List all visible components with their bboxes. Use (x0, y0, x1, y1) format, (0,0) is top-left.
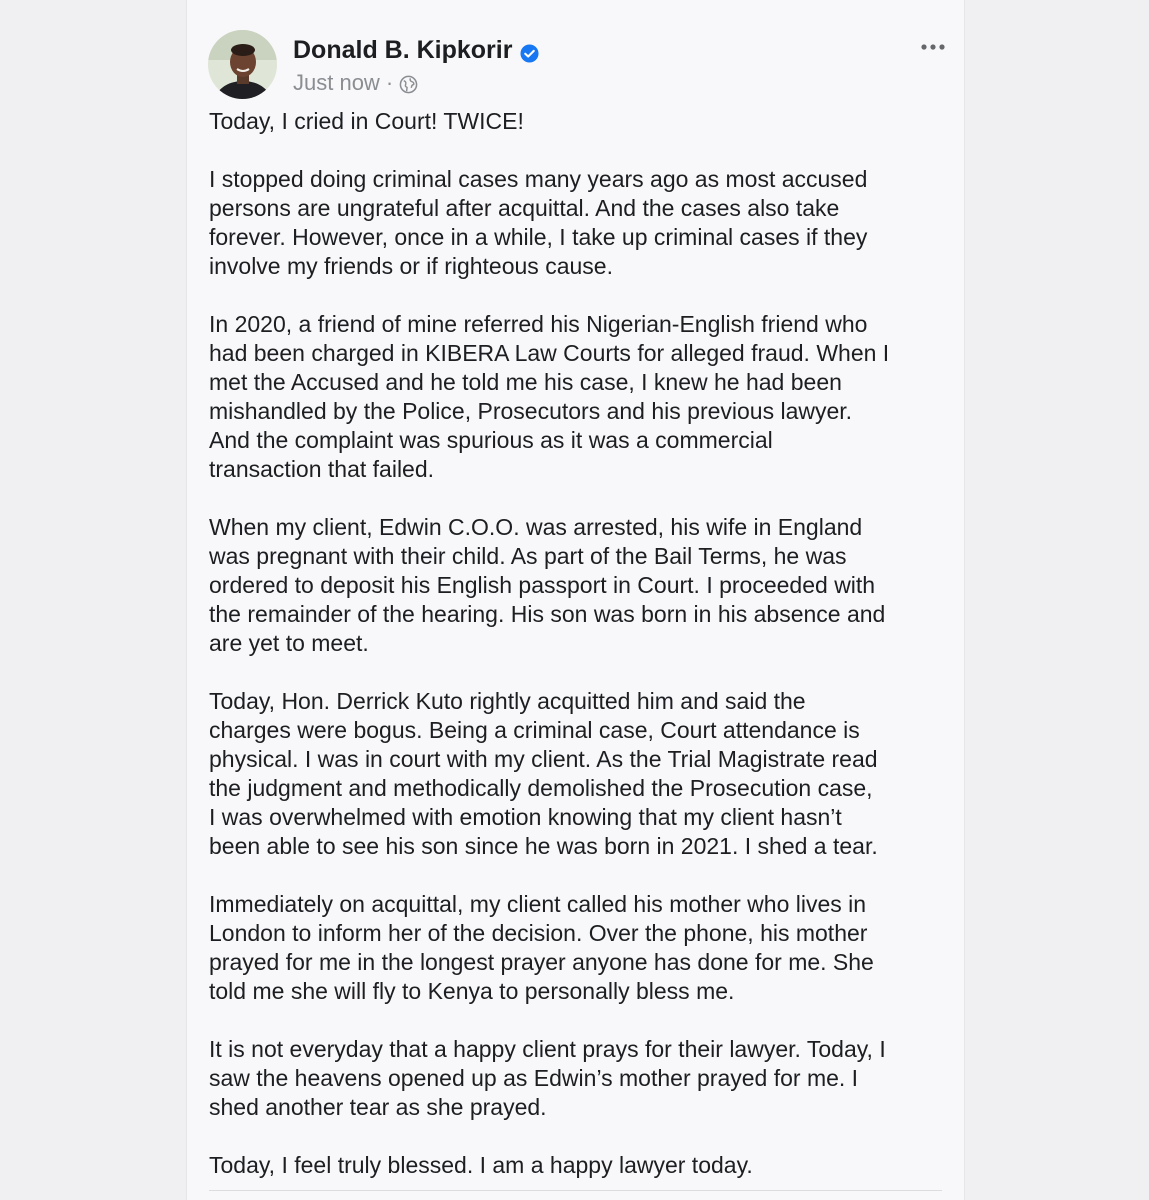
post-paragraph: Today, I feel truly blessed. I am a happy lawyer today. (209, 1152, 753, 1178)
post-paragraph: In 2020, a friend of mine referred his Nigerian-English friend who had been charged in KIBERA Law Courts for alleged fraud. When I met the Accused and he told me his case, I knew he had been mishandled by the Police, Prosecutors and his previous lawyer. And the complaint was spurious as it was a commercial transaction that failed. (209, 311, 890, 482)
post-paragraph: Today, I cried in Court! TWICE! (209, 108, 524, 134)
post-paragraph: Today, Hon. Derrick Kuto rightly acquitted him and said the charges were bogus. Being a criminal case, Court attendance is physical. I was in court with my client. As the Trial Magistrate read the judgment and methodically demolished the Prosecution case, I was overwhelmed with emotion knowing that my client hasn’t been able to see his son since he was born in 2021. I shed a tear. (209, 688, 878, 859)
post-paragraph: It is not everyday that a happy client prays for their lawyer. Today, I saw the heavens opened up as Edwin’s mother prayed for me. I shed another tear as she prayed. (209, 1036, 886, 1120)
post-card (186, 0, 965, 1200)
post-header (208, 30, 950, 100)
post-paragraph: When my client, Edwin C.O.O. was arrested, his wife in England was pregnant with their child. As part of the Bail Terms, he was ordered to deposit his English passport in Court. I proceeded with the remainder of the hearing. His son was born in his absence and are yet to meet. (209, 514, 886, 656)
author-name[interactable] (293, 36, 539, 65)
post-divider (209, 1190, 942, 1191)
verified-badge-icon (520, 41, 539, 60)
post-body (209, 107, 949, 1200)
meta-separator: · (385, 70, 394, 95)
avatar[interactable] (208, 30, 277, 99)
post-paragraph: Immediately on acquittal, my client called his mother who lives in London to inform her of the decision. Over the phone, his mother prayed for me in the longest prayer anyone has done for me. She told me she will fly to Kenya to personally bless me. (209, 891, 874, 1004)
more-options-icon[interactable] (918, 32, 948, 62)
post-paragraph: I stopped doing criminal cases many years ago as most accused persons are ungrateful after acquittal. And the cases also take forever. However, once in a while, I take up criminal cases if they involve my friends or if righteous cause. (209, 166, 868, 279)
post-meta (293, 70, 418, 96)
post-timestamp[interactable]: Just now (293, 70, 380, 95)
globe-icon[interactable] (399, 74, 418, 93)
author-name-text[interactable]: Donald B. Kipkorir (293, 36, 513, 64)
